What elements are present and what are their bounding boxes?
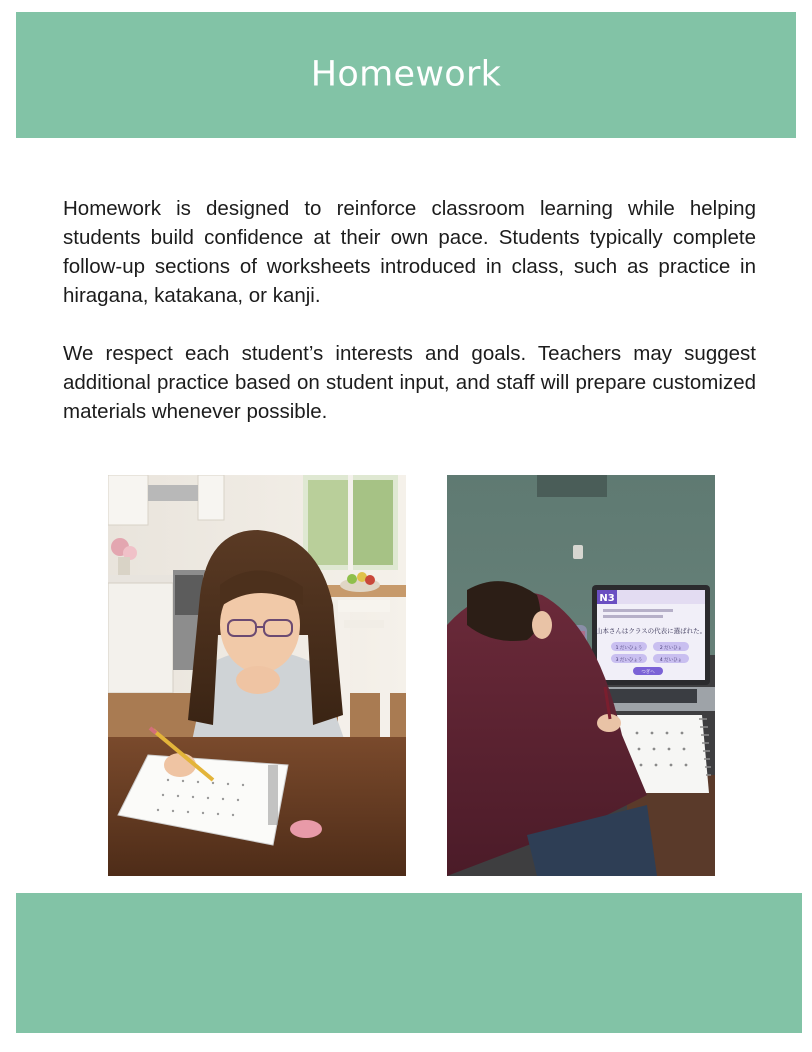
footer-band (16, 893, 802, 1033)
laptop-next-button: つぎへ (641, 670, 655, 675)
laptop-option-2: 2 だいひょ (659, 646, 683, 651)
photo-girl-worksheet-illustration (108, 475, 406, 876)
photo-student-laptop (447, 475, 715, 876)
paragraph-intro: Homework is designed to reinforce classroom learning while helping students build confidence at their own pace. Students typically complete follow-up sections of worksheets introduced in class, such as practice in hiragana, katakana, or kanji. (63, 197, 756, 307)
photo-girl-worksheet (108, 475, 406, 876)
laptop-option-4: 4 だいひょ (659, 658, 683, 663)
body-text (63, 194, 756, 455)
header-band (16, 12, 796, 138)
paragraph-interests: We respect each student’s interests and goals. Teachers may suggest additional practice based on student input, and staff will prepare customized materials whenever possible. (63, 342, 756, 423)
page-title: Homework (310, 54, 502, 95)
laptop-prompt: 山本さんはクラスの代表に選ばれた。 (595, 627, 707, 635)
laptop-option-1: 1 だいひょう (615, 646, 643, 651)
laptop-option-3: 3 だいひょう (615, 658, 643, 663)
photo-student-laptop-illustration (447, 475, 715, 876)
laptop-badge: N3 (599, 593, 615, 604)
